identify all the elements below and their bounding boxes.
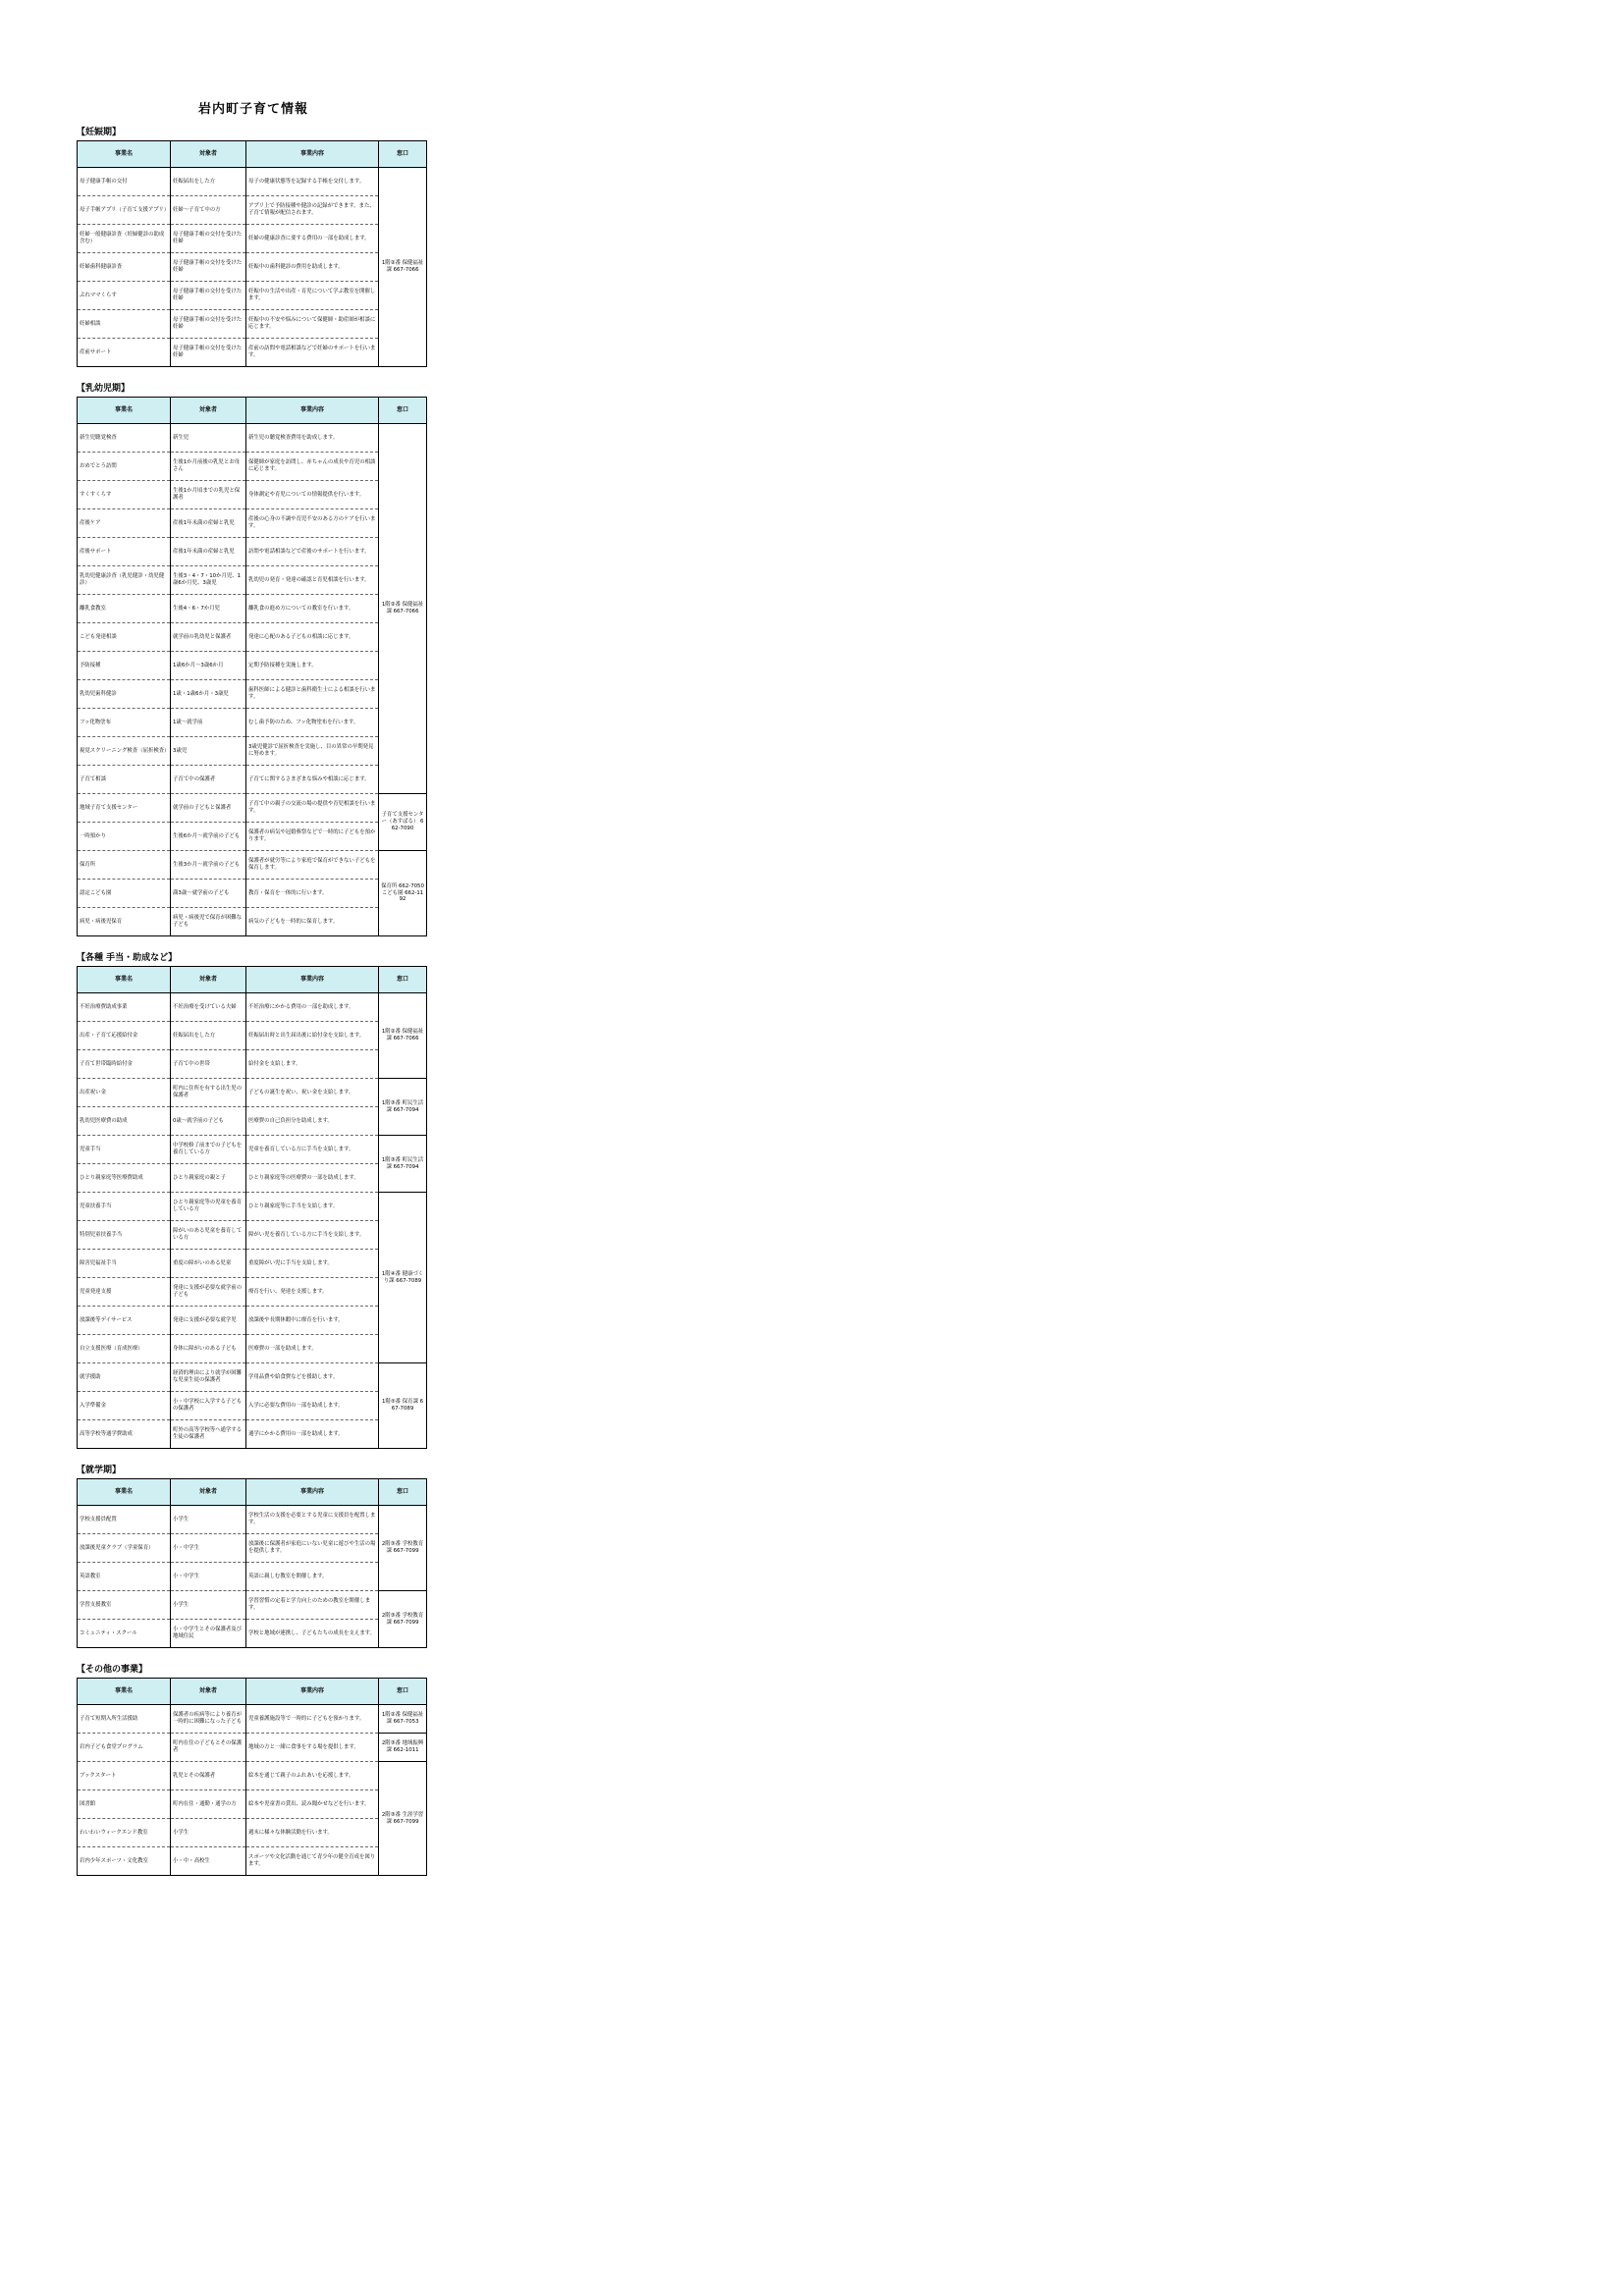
cell-name: 児童手当 (78, 1136, 171, 1164)
table-row (78, 766, 427, 794)
section (77, 381, 430, 936)
table-row (78, 538, 427, 566)
cell-content: 妊娠中の歯科健診の費用を助成します。 (246, 253, 379, 282)
table-row (78, 566, 427, 595)
cell-target: 母子健康手帳の交付を受けた妊婦 (171, 339, 246, 367)
cell-content: 絵本や児童書の貸出、読み聞かせなどを行います。 (246, 1790, 379, 1819)
cell-target: 妊娠届出をした方 (171, 1022, 246, 1050)
section-title: 【乳幼児期】 (77, 384, 131, 394)
cell-target: 小・中学生 (171, 1563, 246, 1591)
cell-target: 生後6か月～就学前の子ども (171, 823, 246, 851)
header-content: 事業内容 (246, 141, 379, 168)
info-table (77, 1678, 427, 1876)
cell-content: 訪問や電話相談などで産後のサポートを行います。 (246, 538, 379, 566)
cell-content: 医療費の自己負担分を助成します。 (246, 1107, 379, 1136)
cell-content: 新生児の聴覚検査費用を助成します。 (246, 424, 379, 453)
cell-name: 産後ケア (78, 509, 171, 538)
cell-window: 2階③番 学校教育課 667-7099 (379, 1591, 427, 1648)
cell-content: 児童を養育している方に手当を支給します。 (246, 1136, 379, 1164)
table-row (78, 481, 427, 509)
cell-name: 図書館 (78, 1790, 171, 1819)
cell-target: 生後4・6・7か月児 (171, 595, 246, 623)
document (77, 98, 430, 1890)
cell-name: 産前サポート (78, 339, 171, 367)
cell-window: 1階②番 保健福祉課 667-7066 (379, 424, 427, 794)
cell-target: ひとり親家庭等の児童を養育している方 (171, 1193, 246, 1221)
section-title: 【各種 手当・助成など】 (77, 953, 178, 963)
cell-target: 母子健康手帳の交付を受けた妊婦 (171, 282, 246, 310)
cell-content: 給付金を支給します。 (246, 1050, 379, 1079)
cell-target: 0歳～就学前の子ども (171, 1107, 246, 1136)
sections-container (77, 125, 430, 1876)
header-target: 対象者 (171, 1479, 246, 1506)
cell-content: 療育を行い、発達を支援します。 (246, 1278, 379, 1307)
table-row (78, 1164, 427, 1193)
cell-content: 週末に様々な体験活動を行います。 (246, 1819, 379, 1847)
info-table (77, 140, 427, 367)
cell-name: すくすくらす (78, 481, 171, 509)
cell-target: 3歳児 (171, 737, 246, 766)
cell-window: 2階③番 生涯学習課 667-7099 (379, 1762, 427, 1876)
header-window: 窓口 (379, 1679, 427, 1705)
header-content: 事業内容 (246, 967, 379, 993)
header-target: 対象者 (171, 398, 246, 424)
cell-target: 重度の障がいのある児童 (171, 1250, 246, 1278)
cell-target: 保護者の疾病等により養育が一時的に困難になった子ども (171, 1705, 246, 1734)
cell-name: 就学援助 (78, 1363, 171, 1392)
cell-content: アプリ上で予防接種や健診の記録ができます。また、子育て情報が配信されます。 (246, 196, 379, 225)
cell-window: 1階②番 保健福祉課 667-7066 (379, 168, 427, 367)
cell-name: 児童発達支援 (78, 1278, 171, 1307)
table-row (78, 1563, 427, 1591)
table-row (78, 339, 427, 367)
cell-window: 1階⑤番 保育課 667-7089 (379, 1363, 427, 1449)
table-row (78, 1363, 427, 1392)
cell-name: 児童扶養手当 (78, 1193, 171, 1221)
cell-target: 妊娠届出をした方 (171, 168, 246, 196)
table-row (78, 1534, 427, 1563)
section (77, 1662, 430, 1876)
table-row (78, 680, 427, 709)
section-title: 【就学期】 (77, 1466, 122, 1475)
cell-target: 身体に障がいのある子ども (171, 1335, 246, 1363)
table-row (78, 1050, 427, 1079)
table-row (78, 1420, 427, 1449)
table-row (78, 823, 427, 851)
cell-window: 子育て支援センター（あすぱる） 662-7090 (379, 794, 427, 851)
cell-window: 1階②番 保健福祉課 667-7053 (379, 1705, 427, 1734)
cell-content: 乳幼児の発育・発達の確認と育児相談を行います。 (246, 566, 379, 595)
cell-name: 自立支援医療（育成医療） (78, 1335, 171, 1363)
cell-target: 中学校修了前までの子どもを養育している方 (171, 1136, 246, 1164)
cell-content: 保護者が就労等により家庭で保育ができない子どもを保育します。 (246, 851, 379, 880)
header-content: 事業内容 (246, 398, 379, 424)
cell-name: 母子手帳アプリ（子育て支援アプリ） (78, 196, 171, 225)
cell-content: 保健師が家庭を訪問し、赤ちゃんの成長や育児の相談に応じます。 (246, 453, 379, 481)
cell-name: わいわいウィークエンド教室 (78, 1819, 171, 1847)
table-row (78, 509, 427, 538)
table-row (78, 1392, 427, 1420)
section (77, 125, 430, 367)
cell-target: 母子健康手帳の交付を受けた妊婦 (171, 310, 246, 339)
header-target: 対象者 (171, 967, 246, 993)
cell-name: 乳幼児歯科健診 (78, 680, 171, 709)
cell-name: 学校支援員配置 (78, 1506, 171, 1534)
cell-name: ひとり親家庭等医療費助成 (78, 1164, 171, 1193)
table-row (78, 225, 427, 253)
cell-name: 出産・子育て応援給付金 (78, 1022, 171, 1050)
cell-content: 地域の方と一緒に食事をする場を提供します。 (246, 1734, 379, 1762)
cell-content: 絵本を通じて親子のふれあいを応援します。 (246, 1762, 379, 1790)
section (77, 950, 430, 1449)
cell-target: 小学生 (171, 1819, 246, 1847)
cell-content: 離乳食の進め方についての教室を行います。 (246, 595, 379, 623)
table-row (78, 1022, 427, 1050)
cell-target: 町内在住の子どもとその保護者 (171, 1734, 246, 1762)
cell-name: こども発達相談 (78, 623, 171, 652)
cell-name: 母子健康手帳の交付 (78, 168, 171, 196)
header-window: 窓口 (379, 967, 427, 993)
header-name: 事業名 (78, 141, 171, 168)
cell-target: ひとり親家庭の親と子 (171, 1164, 246, 1193)
section-title: 【妊娠期】 (77, 128, 122, 137)
cell-window: 1階③番 町民生活課 667-7094 (379, 1079, 427, 1136)
cell-name: 視覚スクリーニング検査（屈折検査） (78, 737, 171, 766)
cell-target: 病児・病後児で保育が困難な子ども (171, 908, 246, 936)
table-row (78, 1278, 427, 1307)
table-row (78, 1193, 427, 1221)
cell-name: 出産祝い金 (78, 1079, 171, 1107)
cell-content: 産後の心身の不調や育児不安のある方のケアを行います。 (246, 509, 379, 538)
table-row (78, 1107, 427, 1136)
table-row (78, 1221, 427, 1250)
cell-target: 就学前の子どもと保護者 (171, 794, 246, 823)
cell-content: 医療費の一部を助成します。 (246, 1335, 379, 1363)
cell-target: 生後1か月頃までの乳児と保護者 (171, 481, 246, 509)
cell-content: 教育・保育を一体的に行います。 (246, 880, 379, 908)
cell-name: 子育て短期入所生活援助 (78, 1705, 171, 1734)
cell-content: 子育てに関するさまざまな悩みや相談に応じます。 (246, 766, 379, 794)
header-window: 窓口 (379, 1479, 427, 1506)
cell-target: 新生児 (171, 424, 246, 453)
cell-name: ブックスタート (78, 1762, 171, 1790)
cell-window: 2階③番 地域振興課 662-1011 (379, 1734, 427, 1762)
cell-target: 就学前の乳幼児と保護者 (171, 623, 246, 652)
table-row (78, 310, 427, 339)
table-row (78, 623, 427, 652)
cell-content: 妊娠届出時と出生届出後に給付金を支給します。 (246, 1022, 379, 1050)
cell-content: 産前の訪問や電話相談などで妊婦のサポートを行います。 (246, 339, 379, 367)
cell-content: 不妊治療にかかる費用の一部を助成します。 (246, 993, 379, 1022)
table-row (78, 1591, 427, 1620)
cell-name: 病児・病後児保育 (78, 908, 171, 936)
cell-content: 妊娠中の生活や出産・育児について学ぶ教室を開催します。 (246, 282, 379, 310)
cell-content: 保護者の病気や冠婚葬祭などで一時的に子どもを預かります。 (246, 823, 379, 851)
cell-name: フッ化物塗布 (78, 709, 171, 737)
cell-content: 放課後や長期休暇中に療育を行います。 (246, 1307, 379, 1335)
header-window: 窓口 (379, 141, 427, 168)
cell-content: 英語に親しむ教室を開催します。 (246, 1563, 379, 1591)
table-row (78, 1506, 427, 1534)
cell-target: 町内在住・通勤・通学の方 (171, 1790, 246, 1819)
cell-target: 産後1年未満の産婦と乳児 (171, 509, 246, 538)
table-row (78, 880, 427, 908)
table-row (78, 1819, 427, 1847)
cell-target: 母子健康手帳の交付を受けた妊婦 (171, 253, 246, 282)
cell-window: 1階③番 町民生活課 667-7094 (379, 1136, 427, 1193)
cell-content: 妊婦の健康診査に要する費用の一部を助成します。 (246, 225, 379, 253)
table-row (78, 1790, 427, 1819)
cell-target: 障がいのある児童を養育している方 (171, 1221, 246, 1250)
table-row (78, 453, 427, 481)
cell-window: 1階②番 保健福祉課 667-7066 (379, 993, 427, 1079)
cell-content: 3歳児健診で屈折検査を実施し、目の異常の早期発見に努めます。 (246, 737, 379, 766)
cell-target: 不妊治療を受けている夫婦 (171, 993, 246, 1022)
header-window: 窓口 (379, 398, 427, 424)
cell-target: 1歳6か月～3歳6か月 (171, 652, 246, 680)
cell-name: 離乳食教室 (78, 595, 171, 623)
cell-name: ぷれママくらす (78, 282, 171, 310)
cell-name: 産後サポート (78, 538, 171, 566)
table-row (78, 1847, 427, 1876)
section (77, 1463, 430, 1648)
cell-name: 岩内少年スポーツ・文化教室 (78, 1847, 171, 1876)
cell-content: 子どもの誕生を祝い、祝い金を支給します。 (246, 1079, 379, 1107)
cell-name: 不妊治療費助成事業 (78, 993, 171, 1022)
cell-target: 小・中学生とその保護者及び地域住民 (171, 1620, 246, 1648)
cell-content: 歯科医師による健診と歯科衛生士による相談を行います。 (246, 680, 379, 709)
table-row (78, 1335, 427, 1363)
cell-content: 障がい児を養育している方に手当を支給します。 (246, 1221, 379, 1250)
cell-target: 生後3・4・7・10か月児、1歳6か月児、3歳児 (171, 566, 246, 595)
cell-content: 学習習慣の定着と学力向上のための教室を開催します。 (246, 1591, 379, 1620)
table-row (78, 908, 427, 936)
table-row (78, 168, 427, 196)
table-row (78, 851, 427, 880)
header-target: 対象者 (171, 141, 246, 168)
table-row (78, 652, 427, 680)
cell-content: 学用品費や給食費などを援助します。 (246, 1363, 379, 1392)
cell-content: 児童養護施設等で一時的に子どもを預かります。 (246, 1705, 379, 1734)
cell-target: 産後1年未満の産婦と乳児 (171, 538, 246, 566)
cell-name: 保育所 (78, 851, 171, 880)
table-row (78, 709, 427, 737)
cell-target: 発達に支援が必要な就学前の子ども (171, 1278, 246, 1307)
cell-name: 入学準備金 (78, 1392, 171, 1420)
cell-content: 重度障がい児に手当を支給します。 (246, 1250, 379, 1278)
cell-content: 通学にかかる費用の一部を助成します。 (246, 1420, 379, 1449)
cell-name: 子育て世帯臨時給付金 (78, 1050, 171, 1079)
cell-target: 1歳・1歳6か月・3歳児 (171, 680, 246, 709)
cell-content: むし歯予防のため、フッ化物塗布を行います。 (246, 709, 379, 737)
cell-window: 2階③番 学校教育課 667-7099 (379, 1506, 427, 1591)
cell-content: 発達に心配のある子どもの相談に応じます。 (246, 623, 379, 652)
cell-target: 町内に住所を有する出生児の保護者 (171, 1079, 246, 1107)
cell-content: 放課後に保護者が家庭にいない児童に遊びや生活の場を提供します。 (246, 1534, 379, 1563)
table-row (78, 1734, 427, 1762)
cell-name: 英語教室 (78, 1563, 171, 1591)
cell-content: 学校と地域が連携し、子どもたちの成長を支えます。 (246, 1620, 379, 1648)
table-row (78, 282, 427, 310)
cell-name: 乳幼児健康診査（乳児健診・幼児健診） (78, 566, 171, 595)
table-row (78, 595, 427, 623)
table-row (78, 196, 427, 225)
cell-target: 妊婦～子育て中の方 (171, 196, 246, 225)
cell-name: 子育て相談 (78, 766, 171, 794)
cell-window: 1階④番 健康づくり課 667-7089 (379, 1193, 427, 1363)
cell-target: 母子健康手帳の交付を受けた妊婦 (171, 225, 246, 253)
table-row (78, 424, 427, 453)
cell-target: 小・中・高校生 (171, 1847, 246, 1876)
cell-window: 保育所 662-7050 こども園 662-1192 (379, 851, 427, 936)
cell-name: 放課後等デイサービス (78, 1307, 171, 1335)
cell-name: 特別児童扶養手当 (78, 1221, 171, 1250)
cell-name: 妊婦歯科健康診査 (78, 253, 171, 282)
cell-content: 母子の健康状態等を記録する手帳を交付します。 (246, 168, 379, 196)
cell-name: おめでとう訪問 (78, 453, 171, 481)
table-row (78, 737, 427, 766)
cell-target: 生後1か月前後の乳児とお母さん (171, 453, 246, 481)
cell-target: 生後3か月～就学前の子ども (171, 851, 246, 880)
table-row (78, 993, 427, 1022)
cell-target: 発達に支援が必要な就学児 (171, 1307, 246, 1335)
header-target: 対象者 (171, 1679, 246, 1705)
cell-name: 岩内子ども食堂プログラム (78, 1734, 171, 1762)
cell-target: 満3歳～就学前の子ども (171, 880, 246, 908)
table-row (78, 1620, 427, 1648)
document-title: 岩内町子育て情報 (197, 102, 308, 117)
table-row (78, 253, 427, 282)
cell-name: 新生児聴覚検査 (78, 424, 171, 453)
cell-target: 乳児とその保護者 (171, 1762, 246, 1790)
section-title: 【その他の事業】 (77, 1665, 148, 1675)
cell-name: 乳幼児医療費の助成 (78, 1107, 171, 1136)
cell-content: 子育て中の親子の交流の場の提供や育児相談を行います。 (246, 794, 379, 823)
cell-content: ひとり親家庭等の医療費の一部を助成します。 (246, 1164, 379, 1193)
info-table (77, 1478, 427, 1648)
cell-name: 予防接種 (78, 652, 171, 680)
cell-content: 定期予防接種を実施します。 (246, 652, 379, 680)
cell-target: 町外の高等学校等へ通学する生徒の保護者 (171, 1420, 246, 1449)
cell-target: 子育て中の世帯 (171, 1050, 246, 1079)
cell-name: コミュニティ・スクール (78, 1620, 171, 1648)
cell-content: 妊娠中の不安や悩みについて保健師・助産師が相談に応じます。 (246, 310, 379, 339)
cell-content: 身体測定や育児についての情報提供を行います。 (246, 481, 379, 509)
cell-name: 放課後児童クラブ（学童保育） (78, 1534, 171, 1563)
cell-content: 病気の子どもを一時的に保育します。 (246, 908, 379, 936)
table-row (78, 1079, 427, 1107)
cell-target: 小学生 (171, 1591, 246, 1620)
cell-name: 障害児福祉手当 (78, 1250, 171, 1278)
cell-target: 経済的理由により就学が困難な児童生徒の保護者 (171, 1363, 246, 1392)
header-content: 事業内容 (246, 1479, 379, 1506)
info-table (77, 397, 427, 936)
table-row (78, 1705, 427, 1734)
cell-name: 妊婦一般健康診査（妊婦健診の助成含む） (78, 225, 171, 253)
table-row (78, 1307, 427, 1335)
cell-content: ひとり親家庭等に手当を支給します。 (246, 1193, 379, 1221)
header-name: 事業名 (78, 1679, 171, 1705)
header-content: 事業内容 (246, 1679, 379, 1705)
cell-target: 小学生 (171, 1506, 246, 1534)
cell-content: 入学に必要な費用の一部を助成します。 (246, 1392, 379, 1420)
table-row (78, 1250, 427, 1278)
cell-target: 小・中学校に入学する子どもの保護者 (171, 1392, 246, 1420)
header-name: 事業名 (78, 398, 171, 424)
table-row (78, 1762, 427, 1790)
cell-name: 認定こども園 (78, 880, 171, 908)
header-name: 事業名 (78, 967, 171, 993)
cell-content: 学校生活の支援を必要とする児童に支援員を配置します。 (246, 1506, 379, 1534)
info-table (77, 966, 427, 1449)
table-row (78, 1136, 427, 1164)
header-name: 事業名 (78, 1479, 171, 1506)
cell-name: 一時預かり (78, 823, 171, 851)
cell-target: 1歳～就学前 (171, 709, 246, 737)
cell-content: スポーツや文化活動を通じて青少年の健全育成を図ります。 (246, 1847, 379, 1876)
cell-name: 学習支援教室 (78, 1591, 171, 1620)
cell-target: 子育て中の保護者 (171, 766, 246, 794)
cell-name: 妊婦相談 (78, 310, 171, 339)
table-row (78, 794, 427, 823)
cell-target: 小・中学生 (171, 1534, 246, 1563)
cell-name: 地域子育て支援センター (78, 794, 171, 823)
cell-name: 高等学校等通学費助成 (78, 1420, 171, 1449)
